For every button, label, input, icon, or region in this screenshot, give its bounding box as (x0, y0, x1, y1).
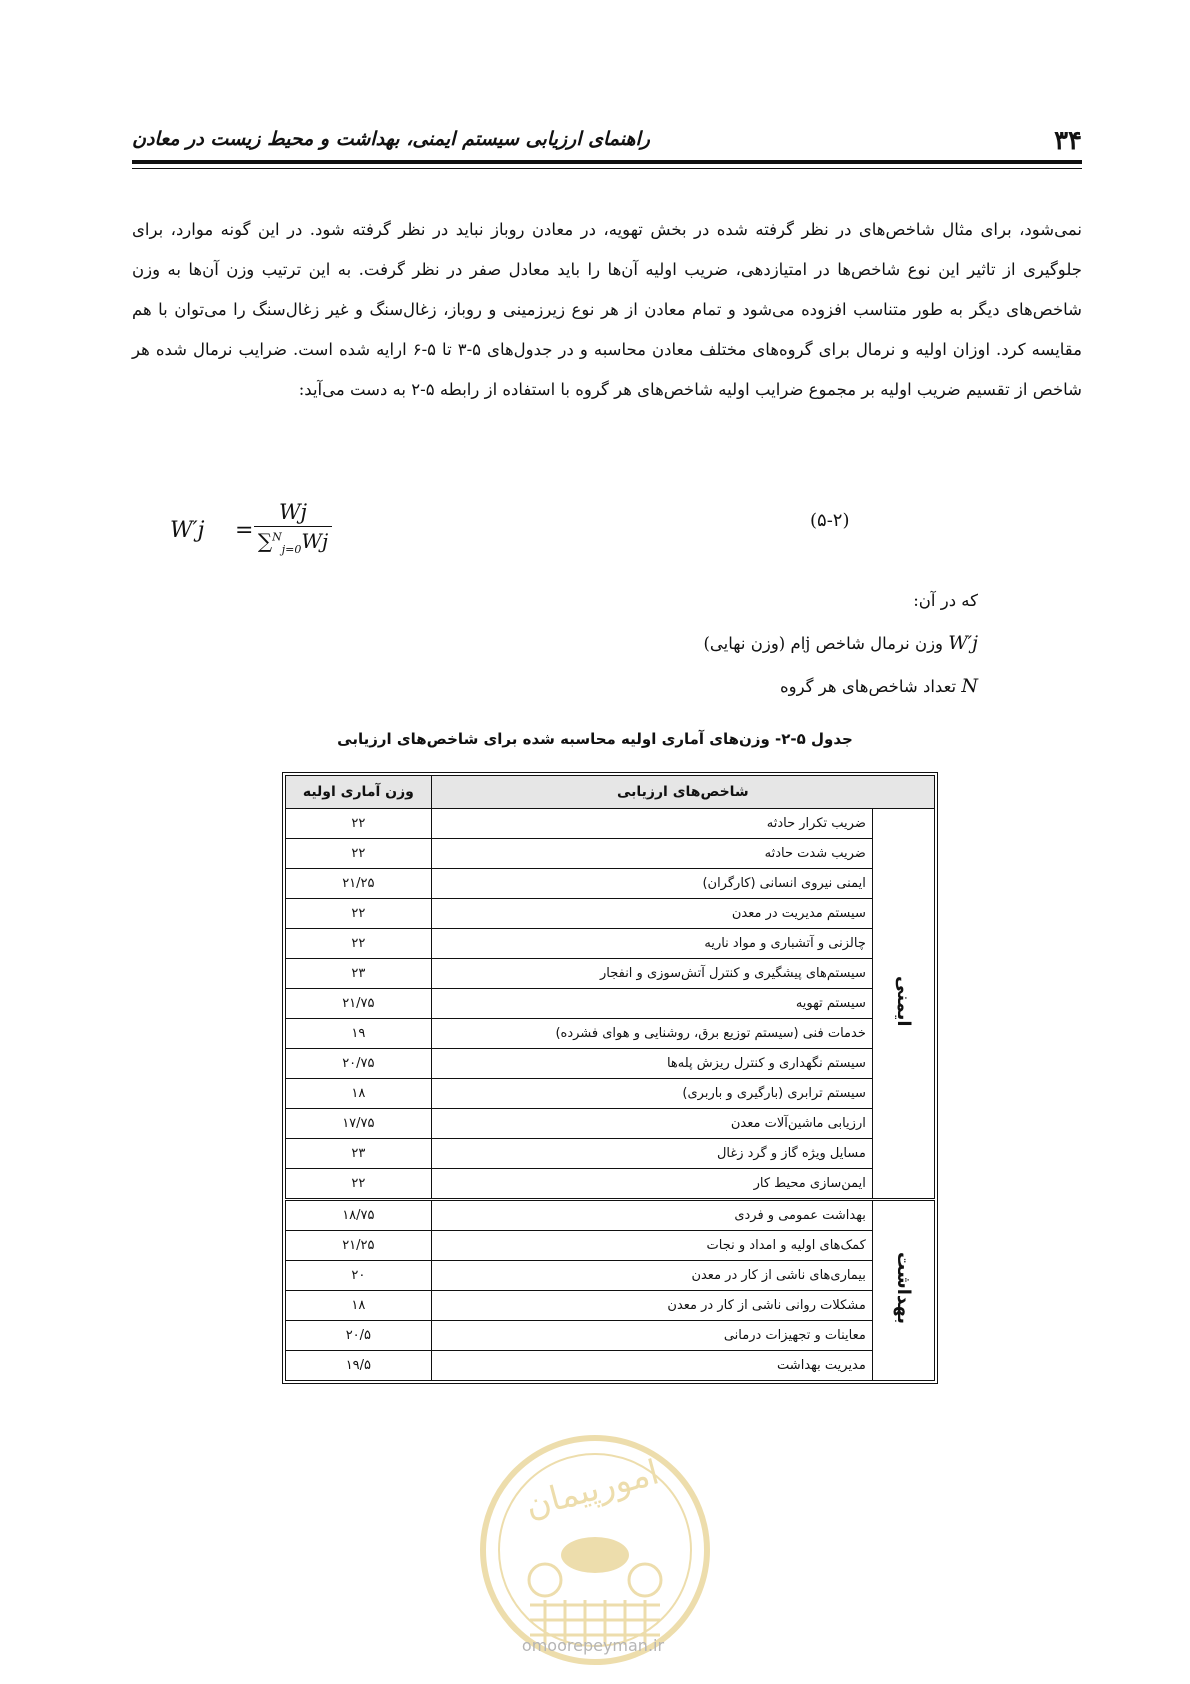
weight-cell: ۲۲ (286, 1169, 432, 1200)
table-row (286, 1351, 935, 1381)
definition-item (703, 665, 978, 708)
normalization-formula (170, 500, 410, 570)
definition-text: تعداد شاخص‌های هر گروه (779, 677, 957, 696)
indicator-cell: ارزیابی ماشین‌آلات معدن (431, 1109, 872, 1139)
table-row (286, 1109, 935, 1139)
indicator-cell: مشکلات روانی ناشی از کار در معدن (431, 1291, 872, 1321)
weight-cell: ۲۲ (286, 899, 432, 929)
indicator-cell: بیماری‌های ناشی از کار در معدن (431, 1261, 872, 1291)
indicator-cell: سیستم ترابری (بارگیری و باربری) (431, 1079, 872, 1109)
formula-equals: = (235, 518, 254, 543)
weights-table (282, 772, 938, 1384)
weight-cell: ۲۱/۷۵ (286, 989, 432, 1019)
site-watermark: omoorepeyman.ir (521, 1636, 665, 1655)
indicator-cell: ایمن‌سازی محیط کار (431, 1169, 872, 1200)
table-row (286, 1291, 935, 1321)
table-row (286, 1231, 935, 1261)
table-header-row (286, 776, 935, 809)
weight-cell: ۱۸ (286, 1291, 432, 1321)
indicator-cell: مدیریت بهداشت (431, 1351, 872, 1381)
group-label-cell (872, 1200, 934, 1381)
denominator-term: Wj (301, 529, 329, 553)
page-number: ۳۴ (1054, 126, 1082, 156)
running-title: راهنمای ارزیابی سیستم ایمنی، بهداشت و محیط زیست در معادن (132, 128, 650, 150)
sum-lower-limit: j=0 (281, 543, 302, 556)
group-label: ایمنی (892, 975, 914, 1027)
seal-watermark (475, 1430, 715, 1670)
group-label: بهداشت (892, 1252, 914, 1324)
weight-cell: ۲۲ (286, 809, 432, 839)
header-rule (132, 160, 1082, 164)
definition-symbol: N (961, 675, 978, 697)
body-paragraph (132, 210, 1082, 410)
table-row (286, 1261, 935, 1291)
indicator-cell: ایمنی نیروی انسانی (کارگران) (431, 869, 872, 899)
indicator-cell: کمک‌های اولیه و امداد و نجات (431, 1231, 872, 1261)
formula-numerator: Wj (254, 500, 332, 527)
indicator-cell: خدمات فنی (سیستم توزیع برق، روشنایی و هوای فشرده) (431, 1019, 872, 1049)
table-row (286, 839, 935, 869)
page-header (132, 118, 1082, 164)
formula-fraction (254, 500, 332, 556)
table-row (286, 809, 935, 839)
indicator-cell: سیستم مدیریت در معدن (431, 899, 872, 929)
table-row (286, 869, 935, 899)
indicator-cell: بهداشت عمومی و فردی (431, 1200, 872, 1231)
indicator-cell: سیستم‌های پیشگیری و کنترل آتش‌سوزی و انفجار (431, 959, 872, 989)
indicator-cell: ضریب تکرار حادثه (431, 809, 872, 839)
definitions-intro: که در آن: (913, 591, 978, 610)
table-row (286, 959, 935, 989)
weight-cell: ۲۲ (286, 929, 432, 959)
paragraph-text: نمی‌شود، برای مثال شاخص‌های در نظر گرفته شده در بخش تهویه، در معادن روباز نباید در نظر گرفته شود. در این گونه موارد، برای جلوگیری از تاثیر این نوع شاخص‌ها در امتیازدهی، ضریب اولیه آن‌ها را باید معادل صفر در نظر گرفت. به این ترتیب وزن آن‌ها به وزن شاخص‌های دیگر به طور متناسب افزوده می‌شود و تمام معادن از هر نوع زیرزمینی و روباز، زغال‌سنگ و غیر زغال‌سنگ را می‌توان با هم مقایسه کرد. اوزان اولیه و نرمال برای گروه‌های مختلف معادن محاسبه و در جدول‌های ۵-۳ تا ۵-۶ ارایه شده است. ضرایب نرمال شده هر شاخص از تقسیم ضریب اولیه بر مجموع ضرایب اولیه شاخص‌های هر گروه با استفاده از رابطه ۵-۲ به دست می‌آید: (132, 220, 1082, 399)
indicator-cell: سیستم نگهداری و کنترل ریزش پله‌ها (431, 1049, 872, 1079)
formula-denominator (254, 527, 332, 556)
table-body (286, 809, 935, 1381)
weight-cell: ۲۱/۲۵ (286, 869, 432, 899)
weight-cell: ۲۳ (286, 959, 432, 989)
weight-cell: ۱۷/۷۵ (286, 1109, 432, 1139)
table-row (286, 1019, 935, 1049)
sum-upper-limit: N (272, 530, 282, 544)
table-row (286, 1200, 935, 1231)
weight-column-header: وزن آماری اولیه (286, 776, 432, 809)
equation-number: (۵-۲) (810, 510, 850, 531)
definition-text: وزن نرمال شاخص jام (وزن نهایی) (703, 634, 944, 653)
weight-cell: ۲۳ (286, 1139, 432, 1169)
weight-cell: ۱۹/۵ (286, 1351, 432, 1381)
sum-symbol: ∑ (257, 529, 273, 553)
table-row (286, 1321, 935, 1351)
weight-cell: ۱۸ (286, 1079, 432, 1109)
indicator-cell: معاینات و تجهیزات درمانی (431, 1321, 872, 1351)
indicator-cell: سیستم تهویه (431, 989, 872, 1019)
table-row (286, 929, 935, 959)
definition-item (703, 622, 978, 665)
weight-cell: ۲۲ (286, 839, 432, 869)
table-row (286, 899, 935, 929)
weight-cell: ۲۰/۵ (286, 1321, 432, 1351)
weight-cell: ۲۰ (286, 1261, 432, 1291)
indicators-column-header: شاخص‌های ارزیابی (431, 776, 934, 809)
weight-cell: ۱۸/۷۵ (286, 1200, 432, 1231)
weight-cell: ۲۱/۲۵ (286, 1231, 432, 1261)
seal-text: امورپیمان (521, 1452, 664, 1527)
table-row (286, 1169, 935, 1200)
table-row (286, 1049, 935, 1079)
table-row (286, 989, 935, 1019)
indicator-cell: ضریب شدت حادثه (431, 839, 872, 869)
group-label-cell (872, 809, 934, 1200)
indicator-cell: مسایل ویژه گاز و گرد زغال (431, 1139, 872, 1169)
weight-cell: ۱۹ (286, 1019, 432, 1049)
weight-cell: ۲۰/۷۵ (286, 1049, 432, 1079)
header-rule-thin (132, 168, 1082, 169)
table-row (286, 1139, 935, 1169)
definitions (703, 580, 978, 708)
formula-lhs: W′j (170, 518, 205, 543)
table-row (286, 1079, 935, 1109)
definition-symbol: W′j (948, 632, 978, 654)
indicator-cell: چالزنی و آتشباری و مواد ناریه (431, 929, 872, 959)
table-caption: جدول ۵-۲- وزن‌های آماری اولیه محاسبه شده برای شاخص‌های ارزیابی (337, 730, 853, 748)
